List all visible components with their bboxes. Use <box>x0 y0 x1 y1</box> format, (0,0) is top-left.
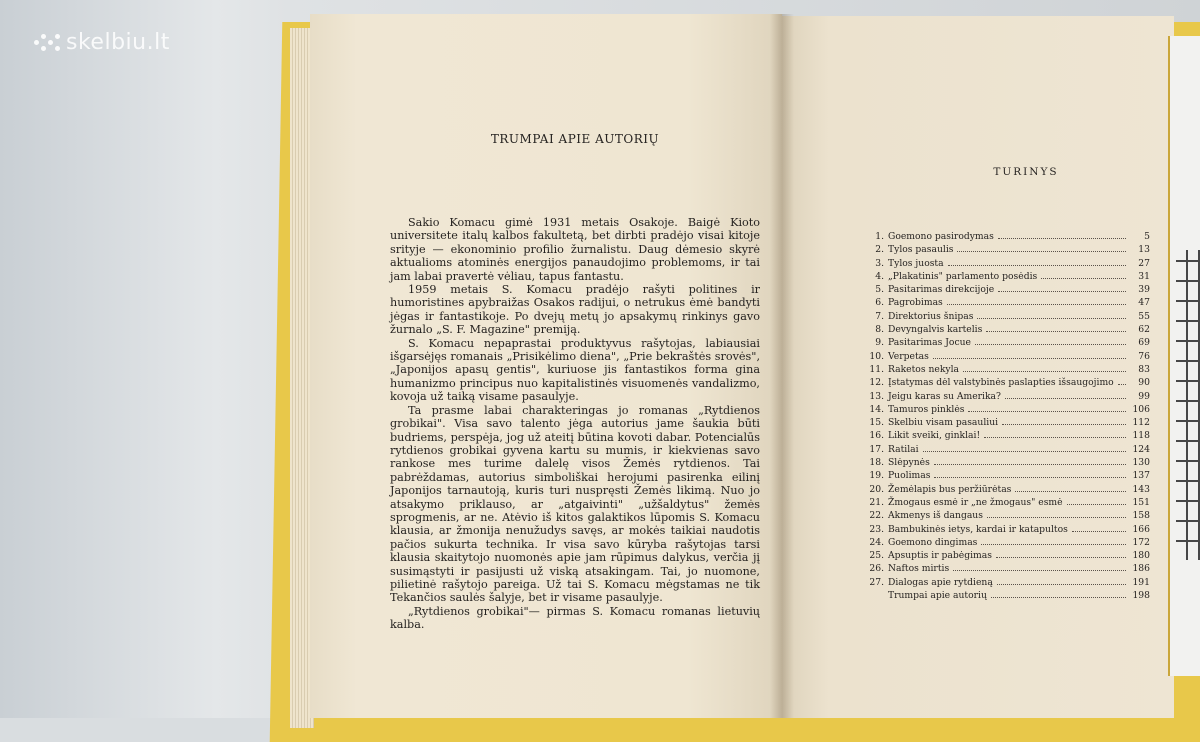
toc-number: 19. <box>869 470 884 482</box>
toc-entry <box>862 589 1150 602</box>
toc-leader <box>1041 278 1126 279</box>
toc-leader <box>953 570 1126 571</box>
toc-number: 25. <box>869 550 884 562</box>
toc-number: 8. <box>875 324 884 336</box>
left-page <box>310 14 782 718</box>
toc-number: 13. <box>869 390 884 402</box>
table-of-contents <box>862 230 1150 602</box>
watermark <box>34 30 170 55</box>
toc-title: Puolimas <box>888 470 931 482</box>
toc-number: 10. <box>869 350 884 362</box>
book-gutter <box>770 14 794 718</box>
toc-number: 18. <box>869 457 884 469</box>
paragraph: S. Komacu nepaprastai produktyvus rašytojas, labiausiai išgarsėjęs romanais „Prisikėlimo diena", „Prie bekraštės srovės", „Japonijos apasų gentis", kuriuose jis fantastikos forma gina humanizmo principus nuo kapitalistinės visuomenės vandalizmo, kovoja už taiką visame pasaulyje. <box>390 336 760 404</box>
toc-leader <box>998 238 1126 239</box>
toc-number: 15. <box>869 417 884 429</box>
toc-title: Akmenys iš dangaus <box>888 510 983 522</box>
toc-title: Naftos mirtis <box>888 563 950 575</box>
toc-leader <box>934 464 1126 465</box>
toc-number: 26. <box>869 563 884 575</box>
contents-title: TURINYS <box>993 166 1059 178</box>
toc-page-number: 124 <box>1132 443 1150 455</box>
toc-page-number: 106 <box>1132 403 1150 415</box>
toc-title: Goemono pasirodymas <box>888 231 994 242</box>
toc-leader <box>987 517 1126 518</box>
paragraph: Ta prasme labai charakteringas jo romanas „Rytdienos grobikai". Visa savo talento jėga autorius jame šaukia būti budriems, perspėja, jog už ateitį būtina kovoti dabar. Potencialūs rytdienos grobikai gyvena kartu su mumis, ir kiekvienas savo rankose mes turime dalelę visos Žemės rytdienos. Tai pabrėždamas, autorius simboliškai herojumi pasirenka eilinį Japonijos tarnautoją, kuris turi nuspręsti Žemės likimą. Nuo jo atsakymo priklauso, ar „atgaivinti" „užšaldytus" žemės sprogmenis, ar ne. Atėvio iš kitos galaktikos lūpomis S. Komacu klausia, ar žmonija nenužudys savęs, ar mokės taikiai naudotis pačios sukurta technika. Ir visa savo kūryba rašytojas tarsi klausia skaitytojo nuomonės apie jam rūpimus dalykus, verčia jį susimąstyti ir pasijusti už viską atsakingam. Tai, jo nuomone, pilietinė rašytojo pareiga. Už tai S. Komacu mėgstamas ne tik Tekančios saulės šalyje, bet ir visame pasaulyje. <box>390 403 760 605</box>
toc-title: Apsuptis ir pabėgimas <box>888 550 992 562</box>
toc-title: Žmogaus esmė ir „ne žmogaus" esmė <box>888 496 1063 508</box>
toc-entry <box>862 496 1150 509</box>
toc-page-number: 62 <box>1138 324 1150 336</box>
toc-number: 4. <box>875 270 884 282</box>
toc-entry <box>862 376 1150 389</box>
toc-title: Bambukinės ietys, kardai ir katapultos <box>888 523 1068 535</box>
toc-page-number: 166 <box>1132 523 1150 535</box>
toc-page-number: 13 <box>1138 244 1150 256</box>
toc-title: Devyngalvis kartelis <box>888 324 983 336</box>
toc-page-number: 198 <box>1132 590 1150 602</box>
toc-title: Įstatymas dėl valstybinės paslapties išsaugojimo <box>888 377 1114 389</box>
toc-number: 20. <box>869 483 884 495</box>
toc-number: 16. <box>869 430 884 442</box>
toc-number: 23. <box>869 523 884 535</box>
toc-leader <box>934 477 1126 478</box>
toc-leader <box>963 371 1126 372</box>
toc-entry <box>862 562 1150 575</box>
toc-entry <box>862 403 1150 416</box>
toc-leader <box>1015 491 1126 492</box>
author-text <box>390 216 760 632</box>
toc-title: Žemėlapis bus peržiūrėtas <box>888 483 1012 495</box>
toc-page-number: 112 <box>1132 417 1150 429</box>
toc-entry <box>862 230 1150 243</box>
toc-entry <box>862 270 1150 283</box>
toc-page-number: 186 <box>1132 563 1150 575</box>
toc-page-number: 47 <box>1138 297 1150 309</box>
toc-leader <box>984 437 1126 438</box>
toc-title: Pagrobimas <box>888 297 943 309</box>
toc-leader <box>981 544 1126 545</box>
toc-number: 3. <box>875 257 884 269</box>
toc-title: Tamuros pinklės <box>888 403 965 415</box>
toc-title: Direktorius šnipas <box>888 310 974 322</box>
toc-leader <box>1072 531 1126 532</box>
toc-title: Verpetas <box>888 350 929 362</box>
toc-number: 12. <box>869 377 884 389</box>
toc-entry <box>862 429 1150 442</box>
right-page <box>782 16 1174 718</box>
toc-title: „Plakatinis" parlamento posėdis <box>888 270 1038 282</box>
toc-title: Tylos pasaulis <box>888 244 954 256</box>
toc-page-number: 83 <box>1138 363 1150 375</box>
toc-number: 27. <box>869 576 884 588</box>
toc-page-number: 5 <box>1144 231 1150 242</box>
toc-title: Slėpynės <box>888 457 930 469</box>
toc-page-number: 39 <box>1138 284 1150 296</box>
toc-page-number: 158 <box>1132 510 1150 522</box>
toc-page-number: 130 <box>1132 457 1150 469</box>
toc-leader <box>975 344 1126 345</box>
toc-number: 22. <box>869 510 884 522</box>
toc-number: 11. <box>869 363 884 375</box>
toc-leader <box>948 265 1126 266</box>
paragraph: 1959 metais S. Komacu pradėjo rašyti politines ir humoristines apybraižas Osakos radijui, o netrukus ėmė bandyti jėgas ir fantastikoje. Po dvejų metų jo apsakymų rinkinys gavo žurnalo „S. F. Magazine" premiją. <box>390 283 760 337</box>
toc-title: Jeigu karas su Amerika? <box>888 390 1001 402</box>
toc-entry <box>862 509 1150 522</box>
toc-title: Trumpai apie autorių <box>888 590 987 602</box>
toc-page-number: 191 <box>1132 576 1150 588</box>
toc-entry <box>862 336 1150 349</box>
toc-number: 7. <box>875 310 884 322</box>
paragraph: „Rytdienos grobikai"— pirmas S. Komacu romanas lietuvių kalba. <box>390 604 760 632</box>
toc-entry <box>862 390 1150 403</box>
toc-leader <box>1067 504 1126 505</box>
toc-number: 14. <box>869 403 884 415</box>
toc-page-number: 76 <box>1138 350 1150 362</box>
toc-leader <box>986 331 1126 332</box>
toc-entry <box>862 483 1150 496</box>
toc-entry <box>862 523 1150 536</box>
toc-leader <box>1002 424 1126 425</box>
toc-entry <box>862 576 1150 589</box>
author-section-title: TRUMPAI APIE AUTORIŲ <box>490 132 660 146</box>
toc-entry <box>862 536 1150 549</box>
toc-entry <box>862 443 1150 456</box>
watermark-logo-icon <box>34 32 60 54</box>
toc-entry <box>862 283 1150 296</box>
toc-number: 1. <box>875 231 884 242</box>
toc-title: Raketos nekyla <box>888 363 959 375</box>
toc-entry <box>862 243 1150 256</box>
toc-leader <box>957 251 1126 252</box>
toc-entry <box>862 310 1150 323</box>
watermark-text: skelbiu.lt <box>66 30 170 55</box>
toc-title: Dialogas apie rytdieną <box>888 576 993 588</box>
toc-entry <box>862 323 1150 336</box>
toc-title: Pasitarimas Jocue <box>888 337 971 349</box>
toc-page-number: 27 <box>1138 257 1150 269</box>
toc-entry <box>862 469 1150 482</box>
toc-leader <box>968 411 1126 412</box>
toc-leader <box>1005 398 1126 399</box>
toc-entry <box>862 416 1150 429</box>
toc-number: 9. <box>875 337 884 349</box>
toc-entry <box>862 363 1150 376</box>
toc-number: 2. <box>875 244 884 256</box>
toc-leader <box>998 291 1126 292</box>
toc-leader <box>923 451 1126 452</box>
toc-leader <box>1118 384 1126 385</box>
toc-entry <box>862 549 1150 562</box>
toc-leader <box>991 597 1126 598</box>
toc-page-number: 90 <box>1138 377 1150 389</box>
toc-leader <box>977 318 1126 319</box>
toc-number: 17. <box>869 443 884 455</box>
toc-number: 6. <box>875 297 884 309</box>
toc-number: 24. <box>869 536 884 548</box>
toc-page-number: 55 <box>1138 310 1150 322</box>
toc-leader <box>997 584 1126 585</box>
toc-page-number: 69 <box>1138 337 1150 349</box>
toc-page-number: 99 <box>1138 390 1150 402</box>
toc-title: Pasitarimas direkcijoje <box>888 284 995 296</box>
toc-title: Ratilai <box>888 443 919 455</box>
toc-number: 5. <box>875 284 884 296</box>
toc-page-number: 180 <box>1132 550 1150 562</box>
background-print-pattern <box>1176 250 1200 560</box>
toc-title: Likit sveiki, ginklai! <box>888 430 981 442</box>
toc-entry <box>862 456 1150 469</box>
toc-leader <box>947 304 1126 305</box>
toc-page-number: 137 <box>1132 470 1150 482</box>
toc-title: Skelbiu visam pasauliui <box>888 417 999 429</box>
toc-page-number: 118 <box>1132 430 1150 442</box>
toc-title: Tylos juosta <box>888 257 944 269</box>
toc-title: Goemono dingimas <box>888 536 978 548</box>
toc-page-number: 143 <box>1132 483 1150 495</box>
toc-entry <box>862 350 1150 363</box>
paragraph: Sakio Komacu gimė 1931 metais Osakoje. Baigė Kioto universitete italų kalbos fakultetą, bet dirbti pradėjo visai kitoje srityje — ekonominio profilio žurnalistu. Daug dėmesio skyrė aktualioms atominės energijos panaudojimo problemoms, ir tai jam labai pravertė vėliau, tapus fantastu. <box>390 216 760 283</box>
toc-page-number: 31 <box>1138 270 1150 282</box>
toc-leader <box>996 557 1126 558</box>
toc-entry <box>862 257 1150 270</box>
toc-entry <box>862 296 1150 309</box>
toc-page-number: 151 <box>1132 496 1150 508</box>
toc-leader <box>933 358 1126 359</box>
toc-page-number: 172 <box>1132 536 1150 548</box>
toc-number: 21. <box>869 496 884 508</box>
